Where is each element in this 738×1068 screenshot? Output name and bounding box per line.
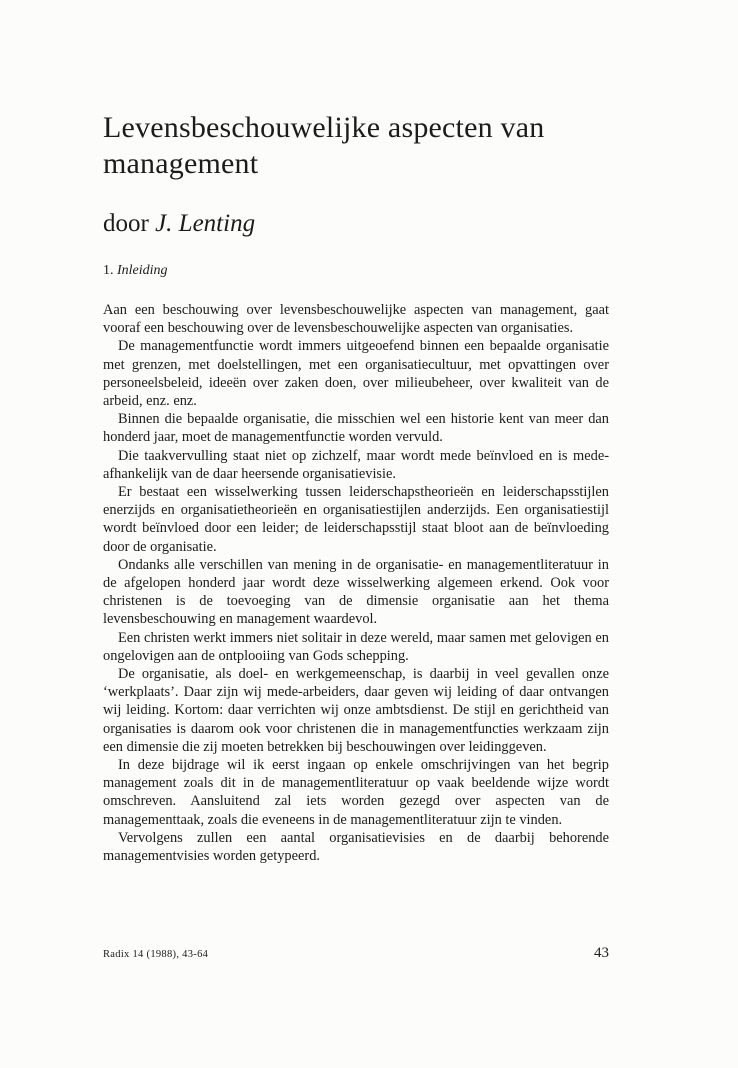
paragraph: Die taakvervulling staat niet op zichzelf, maar wordt mede beïnvloed en is mede-afhankelijk van de daar heersende organisatievisie. bbox=[103, 447, 609, 482]
paragraph: Een christen werkt immers niet solitair in deze wereld, maar samen met gelovigen en ongelovigen aan de ontplooiing van Gods schepping. bbox=[103, 629, 609, 664]
article-body bbox=[103, 301, 609, 865]
paragraph: Aan een beschouwing over levensbeschouwelijke aspecten van management, gaat vooraf een beschouwing over de levensbeschouwelijke aspecten van organisaties. bbox=[103, 302, 609, 337]
section-number: 1. bbox=[103, 263, 114, 278]
section-title: Inleiding bbox=[117, 263, 168, 278]
author-prefix: door bbox=[103, 210, 149, 237]
author-line bbox=[103, 208, 255, 240]
journal-citation: Radix 14 (1988), 43-64 bbox=[103, 949, 209, 960]
paragraph: De organisatie, als doel- en werkgemeenschap, is daarbij in veel gevallen onze ‘werkplaats’. Daar zijn wij mede-arbeiders, daar geven wij leiding of daar ontvangen wij leiding. Kortom: daar verrichten wij onze ambtsdienst. De stijl en gerichtheid van organisaties is daarom ook voor christenen die in managementfuncties werkzaam zijn een dimensie die zij moeten betrekken bij beschouwingen over leidinggeven. bbox=[103, 666, 609, 755]
paragraph: Er bestaat een wisselwerking tussen leiderschapstheorieën en leiderschapsstijlen enerzijds en organisatietheorieën en organisatiestijlen anderzijds. Een organisatiestijl wordt beïnvloed door een leider; de leiderschapsstijl staat bloot aan de beïnvloeding door de organisatie. bbox=[103, 484, 609, 555]
page-number: 43 bbox=[594, 945, 609, 961]
paragraph: Ondanks alle verschillen van mening in de organisatie- en managementliteratuur in de afgelopen honderd jaar wordt deze wisselwerking algemeen erkend. Ook voor christenen is de toevoeging van de dimensie organisatie aan het thema levensbeschouwing en management waardevol. bbox=[103, 556, 609, 628]
author-name: J. Lenting bbox=[155, 210, 256, 237]
paragraph: In deze bijdrage wil ik eerst ingaan op enkele omschrijvingen van het begrip management zoals dit in de managementliteratuur op vaak beeldende wijze wordt omschreven. Aansluitend zal iets worden gezegd over aspecten van de managementtaak, zoals die eveneens in de managementliteratuur zijn te vinden. bbox=[103, 757, 609, 828]
section-heading bbox=[103, 262, 168, 280]
article-title: Levensbeschouwelijke aspecten van management bbox=[103, 111, 545, 180]
paragraph: Vervolgens zullen een aantal organisatievisies en de daarbij behorende managementvisies worden getypeerd. bbox=[103, 829, 609, 865]
paragraph: De managementfunctie wordt immers uitgeoefend binnen een bepaalde organisatie met grenzen, met doelstellingen, met een organisatiecultuur, met opvattingen over personeelsbeleid, ideeën over zaken doen, over milieubeheer, over kwaliteit van de arbeid, enz. enz. bbox=[103, 338, 609, 410]
paragraph: Binnen die bepaalde organisatie, die misschien wel een historie kent van meer dan honderd jaar, moet de managementfunctie worden vervuld. bbox=[103, 411, 609, 446]
